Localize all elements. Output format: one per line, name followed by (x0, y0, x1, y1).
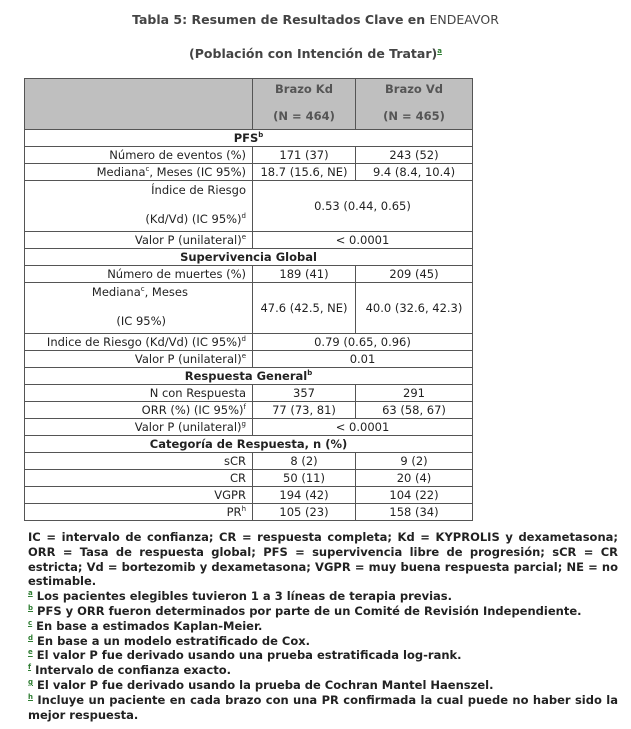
abbreviations-note: IC = intervalo de confianza; CR = respuesta completa; Kd = KYPROLIS y dexametasona; ORR = Tasa de respuesta global; PFS = supervivencia libre de progresión; sCR = CR estricta; Vd = bortezomib y dexametasona; VGPR = muy buena respuesta parcial; NE = no estimable. (28, 530, 618, 589)
table-row (25, 419, 473, 436)
cell-merged: 0.01 (253, 351, 473, 368)
table-row (25, 470, 473, 487)
header-empty-cell (25, 79, 253, 130)
footnote-link-a[interactable]: a (437, 46, 442, 55)
cell-kd: 194 (42) (253, 487, 356, 504)
table-row (25, 385, 473, 402)
table-row (25, 266, 473, 283)
footnote-e: $^e$ El valor P fue derivado usando una prueba estratificada log-rank. (28, 648, 462, 663)
cell-vd: 209 (45) (356, 266, 473, 283)
row-label: ORR (%) (IC 95%)$^f$ (25, 402, 253, 419)
row-label: Valor P (unilateral)$^g$ (25, 419, 253, 436)
cell-kd: 50 (11) (253, 470, 356, 487)
cell-merged: < 0.0001 (253, 232, 473, 249)
row-label: Índice de Riesgo (Kd/Vd) (IC 95%)$^d$ (25, 181, 253, 232)
section-row-category (25, 436, 473, 453)
section-row-pfs (25, 130, 473, 147)
section-row-os (25, 249, 473, 266)
footnotes (28, 530, 618, 722)
footnote-h: $^h$ Incluye un paciente en cada brazo con una PR confirmada la cual puede no haber sido la mejor respuesta. (28, 692, 618, 722)
table-row (25, 232, 473, 249)
row-label: sCR (25, 453, 253, 470)
header-vd-name: Brazo Vd (385, 82, 443, 96)
cell-merged: < 0.0001 (253, 419, 473, 436)
footnote-b: $^b$ PFS y ORR fueron determinados por parte de un Comité de Revisión Independiente. (28, 603, 582, 618)
cell-kd: 8 (2) (253, 453, 356, 470)
table-title-bold: Tabla 5: Resumen de Resultados Clave en (132, 12, 426, 27)
cell-vd: 9 (2) (356, 453, 473, 470)
cell-vd: 158 (34) (356, 504, 473, 521)
cell-merged: 0.79 (0.65, 0.96) (253, 334, 473, 351)
header-vd (356, 79, 473, 130)
table-row (25, 487, 473, 504)
cell-kd: 171 (37) (253, 147, 356, 164)
row-label: VGPR (25, 487, 253, 504)
table-row (25, 147, 473, 164)
table-row (25, 453, 473, 470)
table-header-row (25, 79, 473, 130)
table-row (25, 504, 473, 521)
section-heading-response: Respuesta General$^b$ (25, 368, 473, 385)
footnote-a: $^a$ Los pacientes elegibles tuvieron 1 a 3 líneas de terapia previas. (28, 589, 453, 604)
header-vd-n: (N = 465) (383, 109, 445, 123)
cell-vd: 63 (58, 67) (356, 402, 473, 419)
cell-kd: 18.7 (15.6, NE) (253, 164, 356, 181)
cell-kd: 105 (23) (253, 504, 356, 521)
cell-vd: 20 (4) (356, 470, 473, 487)
cell-kd: 47.6 (42.5, NE) (253, 283, 356, 334)
footnote-d: $^d$ En base a un modelo estratificado de Cox. (28, 633, 311, 648)
table-subtitle-text: (Población con Intención de Tratar) (189, 46, 438, 61)
row-label: Número de muertes (%) (25, 266, 253, 283)
table-subtitle (0, 46, 631, 61)
cell-kd: 77 (73, 81) (253, 402, 356, 419)
footnote-g: $^g$ El valor P fue derivado usando la prueba de Cochran Mantel Haenszel. (28, 677, 494, 692)
table-row (25, 402, 473, 419)
section-heading-category: Categoría de Respuesta, n (%) (25, 436, 473, 453)
cell-merged: 0.53 (0.44, 0.65) (253, 181, 473, 232)
row-label: Valor P (unilateral)$^e$ (25, 232, 253, 249)
section-heading-os: Supervivencia Global (25, 249, 473, 266)
cell-vd: 104 (22) (356, 487, 473, 504)
row-label: N con Respuesta (25, 385, 253, 402)
header-kd-name: Brazo Kd (275, 82, 333, 96)
cell-kd: 189 (41) (253, 266, 356, 283)
row-label: Mediana$^c$, Meses (IC 95%) (25, 283, 253, 334)
table-row (25, 283, 473, 334)
section-heading-pfs: PFS$^b$ (25, 130, 473, 147)
table-row (25, 181, 473, 232)
row-label: Número de eventos (%) (25, 147, 253, 164)
cell-vd: 40.0 (32.6, 42.3) (356, 283, 473, 334)
cell-vd: 9.4 (8.4, 10.4) (356, 164, 473, 181)
table-row (25, 164, 473, 181)
row-label: Indice de Riesgo (Kd/Vd) (IC 95%)$^d$ (25, 334, 253, 351)
row-label: CR (25, 470, 253, 487)
table-row (25, 351, 473, 368)
results-table (24, 78, 473, 521)
cell-kd: 357 (253, 385, 356, 402)
cell-vd: 243 (52) (356, 147, 473, 164)
table-row (25, 334, 473, 351)
section-row-response (25, 368, 473, 385)
table-title-study: ENDEAVOR (429, 12, 499, 27)
table-title (0, 12, 631, 27)
header-kd-n: (N = 464) (273, 109, 335, 123)
header-kd (253, 79, 356, 130)
footnote-f: $^f$ Intervalo de confianza exacto. (28, 663, 232, 678)
row-label: Valor P (unilateral)$^e$ (25, 351, 253, 368)
row-label: $PR^h$ (25, 504, 253, 521)
cell-vd: 291 (356, 385, 473, 402)
row-label: Mediana$^c$, Meses (IC 95%) (25, 164, 253, 181)
footnote-c: $^c$ En base a estimados Kaplan-Meier. (28, 618, 263, 633)
